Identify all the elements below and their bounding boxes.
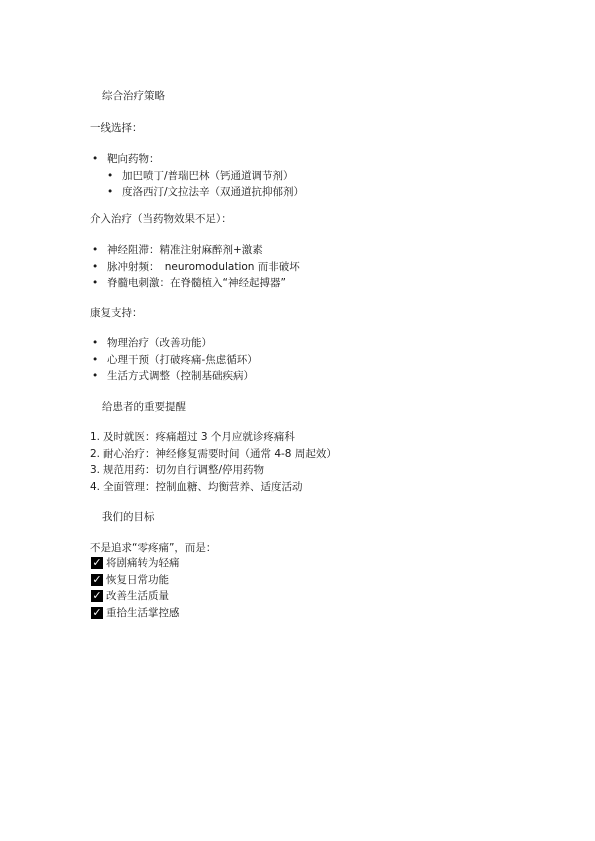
list-item: • 神经阻滞：精准注射麻醉剂+激素	[90, 242, 555, 259]
list-item: 1. 及时就医：疼痛超过 3 个月应就诊疼痛科	[90, 429, 555, 446]
checked-box-icon: ✓	[92, 572, 102, 586]
reminders-list	[90, 429, 555, 495]
goals-list	[90, 555, 555, 621]
list-item: • 生活方式调整（控制基础疾病）	[90, 368, 555, 385]
checked-box-icon: ✓	[92, 605, 102, 619]
bullet-dot-icon: •	[92, 260, 99, 273]
list-item: • 心理干预（打破疼痛-焦虑循环）	[90, 352, 555, 369]
list-item: • 脊髓电刺激：在脊髓植入“神经起搏器”	[90, 275, 555, 292]
list-item: • 加巴喷丁/普瑞巴林（钙通道调节剂）	[105, 168, 555, 185]
bullet-dot-icon: •	[92, 337, 99, 349]
rehab-label: 康复支持：	[90, 307, 143, 319]
first-line-list	[90, 151, 555, 201]
first-line-label: 一线选择：	[90, 122, 143, 134]
reminders-title: 给患者的重要提醒	[102, 401, 186, 413]
list-number: 4.	[90, 480, 101, 493]
bullet-dot-icon: •	[92, 353, 99, 366]
strategy-title: 综合治疗策略	[102, 90, 165, 102]
bullet-dot-icon: •	[92, 153, 99, 165]
goals-title: 我们的目标	[102, 511, 155, 523]
bullet-dot-icon: •	[92, 244, 99, 256]
intervention-label: 介入治疗（当药物效果不足）：	[90, 213, 232, 225]
bullet-dot-icon: •	[107, 169, 114, 182]
list-item: • 物理治疗（改善功能）	[90, 335, 555, 352]
checked-box-icon: ✓	[92, 589, 102, 602]
list-item: • 度洛西汀/文拉法辛（双通道抗抑郁剂）	[105, 184, 555, 201]
list-number: 1.	[90, 431, 101, 443]
list-item: 3. 规范用药：切勿自行调整/停用药物	[90, 462, 555, 479]
intervention-list	[90, 242, 555, 292]
bullet-dot-icon: •	[107, 186, 114, 198]
bullet-dot-icon: •	[92, 370, 99, 382]
list-number: 2.	[90, 447, 101, 460]
rehab-list	[90, 335, 555, 385]
list-item: ✓ 恢复日常功能	[92, 572, 169, 586]
list-number: 3.	[90, 464, 101, 476]
list-item: • 靶向药物：	[90, 151, 555, 168]
list-item: 4. 全面管理：控制血糖、均衡营养、适度活动	[90, 479, 555, 496]
checked-box-icon: ✓	[92, 556, 102, 569]
list-item: ✓ 重拾生活掌控感	[92, 605, 180, 619]
bullet-dot-icon: •	[92, 277, 99, 289]
goals-intro: 不是追求“零疼痛”，而是：	[90, 542, 217, 554]
list-item: ✓ 将剧痛转为轻痛	[92, 556, 180, 569]
list-item: 2. 耐心治疗：神经修复需要时间（通常 4-8 周起效）	[90, 446, 555, 463]
list-item: • 脉冲射频： neuromodulation 而非破坏	[90, 259, 555, 276]
list-item: ✓ 改善生活质量	[92, 589, 169, 602]
